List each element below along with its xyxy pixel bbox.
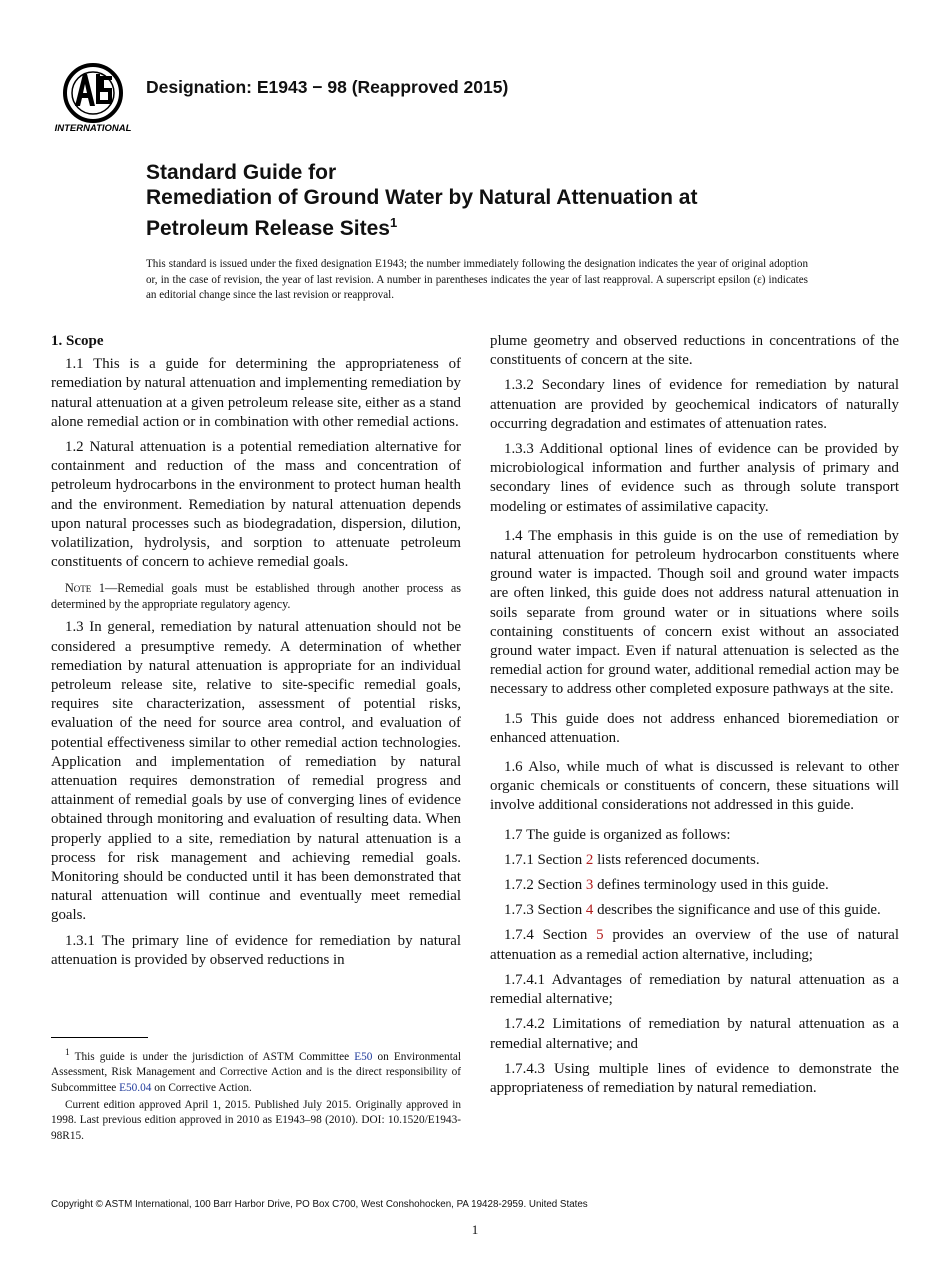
paragraph-1-6: 1.6 Also, while much of what is discussed is relevant to other organic chemicals or constituents of concern, these situations will involve additional considerations not addressed in this guide. [490, 759, 899, 814]
footnote-1: $^1$ This guide is under the jurisdiction of ASTM Committee E50 on Environmental Assessment, Risk Management and Corrective Action and is the direct responsibility of Subcommittee E50.04 on Corrective Action. [51, 1048, 461, 1094]
astm-logo [52, 60, 134, 134]
paragraph-1-3-3: 1.3.3 Additional optional lines of evidence can be provided by microbiological information and further analysis of primary and secondary lines of evidence such as through solute transport modeling or estimates of assimilative capacity. [490, 441, 899, 515]
paragraph-1-7-4-1: 1.7.4.1 Advantages of remediation by natural attenuation as a remedial alternative; [490, 971, 899, 1008]
footnote-divider [51, 1037, 148, 1038]
paragraph-1-7: 1.7 The guide is organized as follows: [504, 826, 731, 843]
paragraph-1-7-4: 1.7.4 Section 5 provides an overview of the use of natural attenuation as a remedial action alternative, including; [490, 927, 899, 963]
section-link-4[interactable]: 4 [585, 902, 594, 919]
footnote-edition: Current edition approved April 1, 2015. Published July 2015. Originally approved in 1998. Last previous edition approved in 2010 as E1943–98 (2010). DOI: 10.1520/E1943-98R15. [51, 1098, 461, 1142]
title-line-1: Standard Guide for [146, 161, 337, 184]
paragraph-1-7-1: 1.7.1 Section 2 lists referenced documents. [504, 851, 760, 868]
paragraph-1-7-4-3: 1.7.4.3 Using multiple lines of evidence to demonstrate the appropriateness of remediation by natural remediation. [490, 1060, 899, 1096]
paragraph-1-7-2: 1.7.2 Section 3 defines terminology used in this guide. [504, 877, 829, 894]
left-column [51, 332, 461, 970]
document-title [146, 160, 906, 241]
preamble: This standard is issued under the fixed designation E1943; the number immediately following the designation indicates the year of original adoption or, in the case of revision, the year of last revision. A number in parentheses indicates the year of last reapproval. A superscript epsilon (ε) indicates an editorial change since the last revision or reapproval. [146, 258, 808, 302]
logo-text: INTERNATIONAL [54, 123, 132, 134]
title-line-2: Remediation of Ground Water by Natural Attenuation at [146, 186, 698, 209]
paragraph-1-1: 1.1 This is a guide for determining the appropriateness of remediation by natural attenuation and implementing remediation by natural attenuation at a given petroleum release site, either as a stand alone remedial action or in combination with other remedial actions. [51, 356, 461, 430]
paragraph-1-2: 1.2 Natural attenuation is a potential remediation alternative for containment and reduction of the mass and concentration of petroleum hydrocarbons in the environment to protect human health and the environment. Remediation by natural attenuation depends upon natural processes such as biodegradation, dispersion, dilution, volatilization, hydrolysis, and sorption to attenuate petroleum constituents of concern to achieve remedial goals. [51, 439, 461, 571]
paragraph-1-7-3: 1.7.3 Section 4 describes the significance and use of this guide. [504, 902, 881, 919]
subcommittee-link-e50-04[interactable]: E50.04 [119, 1081, 152, 1094]
page-number: 1 [471, 1222, 479, 1237]
section-link-5[interactable]: 5 [596, 927, 604, 944]
section-link-3[interactable]: 3 [585, 877, 594, 894]
paragraph-1-3: 1.3 In general, remediation by natural attenuation should not be considered a presumptive remedy. A determination of whether remediation by natural attenuation is appropriate for an individual petroleum release site, relative to site-specific remedial goals, requires site characterization, assessment of potential risks, evaluation of the need for source area control, and evaluation of potential effectiveness similar to other remedial action technologies. Application and implementation of remediation by natural attenuation requires demonstration of remedial progress and attainment of remedial goals by use of converging lines of evidence obtained through monitoring and evaluation of resulting data. When properly applied to a site, remediation by natural attenuation is a process for risk management and achieving remedial goals. Monitoring should be conducted until it has been demonstrated that natural attenuation will continue and eventually meet remedial goals. [51, 619, 461, 924]
title-line-3: Petroleum Release Sites$^1$ [146, 215, 398, 240]
paragraph-1-3-1: 1.3.1 The primary line of evidence for remediation by natural attenuation is provided by observed reductions in [51, 932, 461, 968]
footnotes [51, 1046, 461, 1144]
paragraph-1-3-1-continued: plume geometry and observed reductions in concentrations of the constituents of concern at the site. [490, 333, 899, 369]
note-1: Note 1—Remedial goals must be established through another process as determined by the appropriate regulatory agency. [51, 581, 461, 612]
section-link-2[interactable]: 2 [585, 851, 594, 868]
section-heading-scope: 1. Scope [51, 333, 104, 349]
paragraph-1-5: 1.5 This guide does not address enhanced bioremediation or enhanced attenuation. [490, 710, 899, 746]
right-column [490, 332, 899, 1098]
copyright-notice: Copyright © ASTM International, 100 Barr Harbor Drive, PO Box C700, West Conshohocken, PA 19428-2959. United States [51, 1199, 588, 1210]
committee-link-e50[interactable]: E50 [354, 1050, 373, 1063]
paragraph-1-3-2: 1.3.2 Secondary lines of evidence for remediation by natural attenuation are provided by geochemical indicators of naturally occurring degradation and estimates of attenuation rates. [490, 377, 899, 432]
designation: Designation: E1943 − 98 (Reapproved 2015) [146, 77, 509, 97]
paragraph-1-4: 1.4 The emphasis in this guide is on the use of remediation by natural attenuation for petroleum hydrocarbon constituents where ground water is impacted. Though soil and ground water impacts are often linked, this guide does not address natural attenuation in soils separate from ground water or in situations where soils containing constituents of concern exist without an associated ground water impact. Even if natural attenuation is selected as the remedial action for ground water, additional remedial action may be necessary to address other completed exposure pathways at the site. [490, 527, 899, 698]
paragraph-1-7-4-2: 1.7.4.2 Limitations of remediation by natural attenuation as a remedial alternative; and [490, 1016, 899, 1052]
title-footnote-mark: 1 [389, 215, 398, 230]
